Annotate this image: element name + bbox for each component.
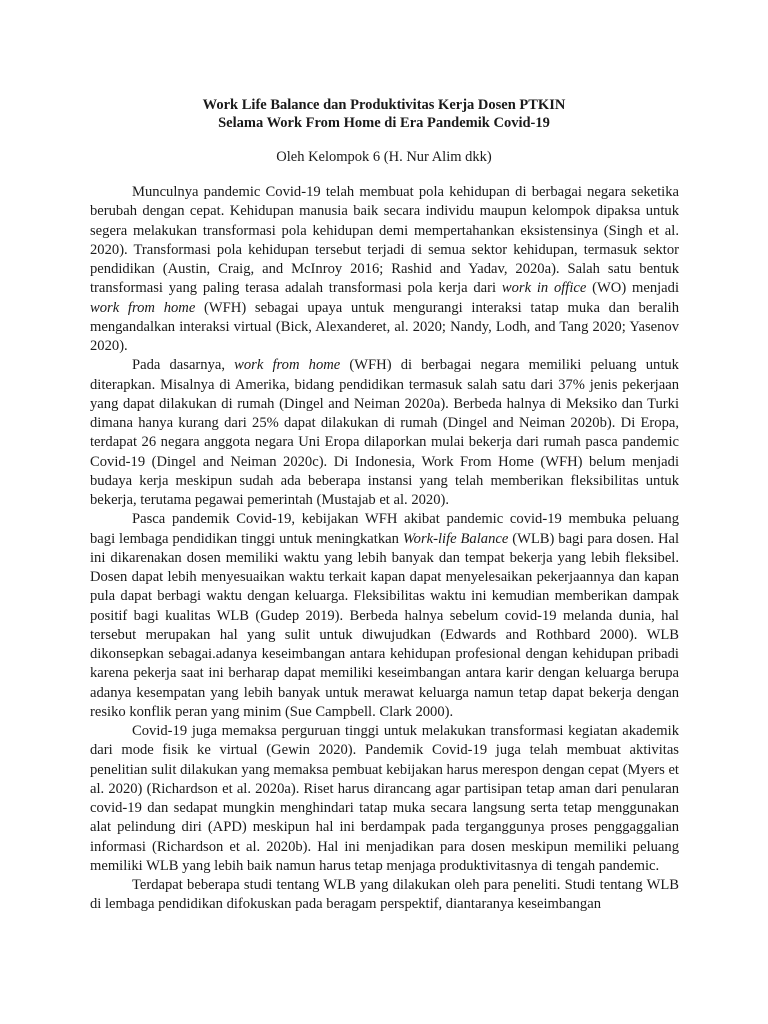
document-title: [90, 96, 678, 132]
paragraph-2-text-b: (WFH) di berbagai negara memiliki peluang untuk diterapkan. Misalnya di Amerika, bidang pendidikan termasuk salah satu dari 37% jenis pekerjaan yang dapat dilakukan di rumah (Dingel and Neiman 2020a). Berbeda halnya di Meksiko dan Turki dimana hanya kurang dari 25% dapat dilakukan di rumah (Dingel and Neiman 2020b). Di Eropa, terdapat 26 negara anggota negara Uni Eropa dilaporkan mulai bekerja dari rumah pasca pandemic Covid-19 (Dingel and Neiman 2020c). Di Indonesia, Work From Home (WFH) belum menjadi budaya kerja meskipun sudah ada beberapa instansi yang telah memberikan fleksibilitas untuk bekerja, terutama pegawai pemerintah (Mustajab et al. 2020).: [90, 357, 679, 508]
paragraph-3-text-b: (WLB) bagi para dosen. Hal ini dikarenakan dosen memiliki waktu yang lebih banyak dan tempat bekerja yang lebih fleksibel. Dosen dapat lebih menyesuaikan waktu terkait kapan dapat menyelesaikan pekerjaannya dan kapan pula dapat berbagi waktu dengan keluarga. Fleksibilitas waktu ini kemudian memberikan dampak positif bagi kualitas WLB (Gudep 2019). Berbeda halnya sebelum covid-19 melanda dunia, hal tersebut merupakan hal yang sulit untuk diwujudkan (Edwards and Rothbard 2000). WLB dikonsepkan sebagai.adanya keseimbangan antara kehidupan profesional dengan kehidupan pribadi karena pekerja saat ini berharap dapat memiliki keseimbangan antara karir dengan keluarga berupa adanya kesempatan yang lebih banyak untuk merawat keluarga namun tetap dapat bekerja dengan resiko konflik peran yang minim (Sue Campbell. Clark 2000).: [90, 530, 680, 720]
paragraph-1: [90, 183, 679, 356]
paragraph-2: [90, 356, 679, 510]
document-body: [90, 183, 679, 915]
paragraph-1-italic-2: work from home: [90, 299, 196, 316]
paragraph-1-italic-1: work in office: [501, 280, 587, 297]
paragraph-5: Terdapat beberapa studi tentang WLB yang dilakukan oleh para peneliti. Studi tentang WLB di lembaga pendidikan difokuskan pada beragam perspektif, diantaranya keseimbangan: [90, 877, 679, 913]
paragraph-3-text-a: Pasca pandemik Covid-19, kebijakan WFH akibat pandemic covid-19 membuka peluang bagi lembaga pendidikan tinggi untuk meningkatkan: [90, 511, 679, 547]
paragraph-2-text-a: Pada dasarnya,: [132, 357, 235, 374]
title-line-1: Work Life Balance dan Produktivitas Kerja Dosen PTKIN: [202, 97, 566, 113]
paragraph-3-italic-1: Work-life Balance: [402, 530, 509, 547]
paragraph-4: Covid-19 juga memaksa perguruan tinggi untuk melakukan transformasi kegiatan akademik dari mode fisik ke virtual (Gewin 2020). Pandemik Covid-19 juga telah membuat aktivitas penelitian sulit dilakukan yang memaksa pembuat kebijakan harus merespon dengan cepat (Myers et al. 2020) (Richardson et al. 2020a). Riset harus dirancang agar partisipan tetap aman dari penularan covid-19 dan sedapat mungkin menghindari tatap muka secara langsung serta tetap menggunakan alat pelindung diri (APD) meskipun hal ini berdampak pada terganggunya proses penggaggalian informasi (Richardson et al. 2020b). Hal ini menjadikan para dosen meskipun memiliki peluang memiliki WLB yang lebih baik namun harus tetap menjaga produktivitasnya di tengah pandemic.: [90, 723, 679, 874]
title-line-2: Selama Work From Home di Era Pandemik Covid-19: [218, 115, 550, 131]
paragraph-3: [90, 510, 679, 722]
paragraph-2-italic-1: work from home: [234, 357, 341, 374]
paragraph-1-text-b: (WO) menjadi: [586, 280, 679, 297]
author-line: Oleh Kelompok 6 (H. Nur Alim dkk): [276, 149, 492, 165]
paragraph-1-text-c: (WFH) sebagai upaya untuk mengurangi interaksi tatap muka dan beralih mengandalkan interaksi virtual (Bick, Alexanderet, al. 2020; Nandy, Lodh, and Tang 2020; Yasenov 2020).: [90, 299, 680, 354]
paragraph-1-text-a: Munculnya pandemic Covid-19 telah membuat pola kehidupan di berbagai negara seketika berubah dengan cepat. Kehidupan manusia baik secara individu maupun kelompok dipaksa untuk segera melakukan transformasi pola kehidupan demi mempertahankan eksistensinya (Singh et al. 2020). Transformasi pola kehidupan tersebut terjadi di semua sektor kehidupan, termasuk sektor pendidikan (Austin, Craig, and McInroy 2016; Rashid and Yadav, 2020a). Salah satu bentuk transformasi yang paling terasa adalah transformasi pola kerja dari: [90, 184, 679, 297]
